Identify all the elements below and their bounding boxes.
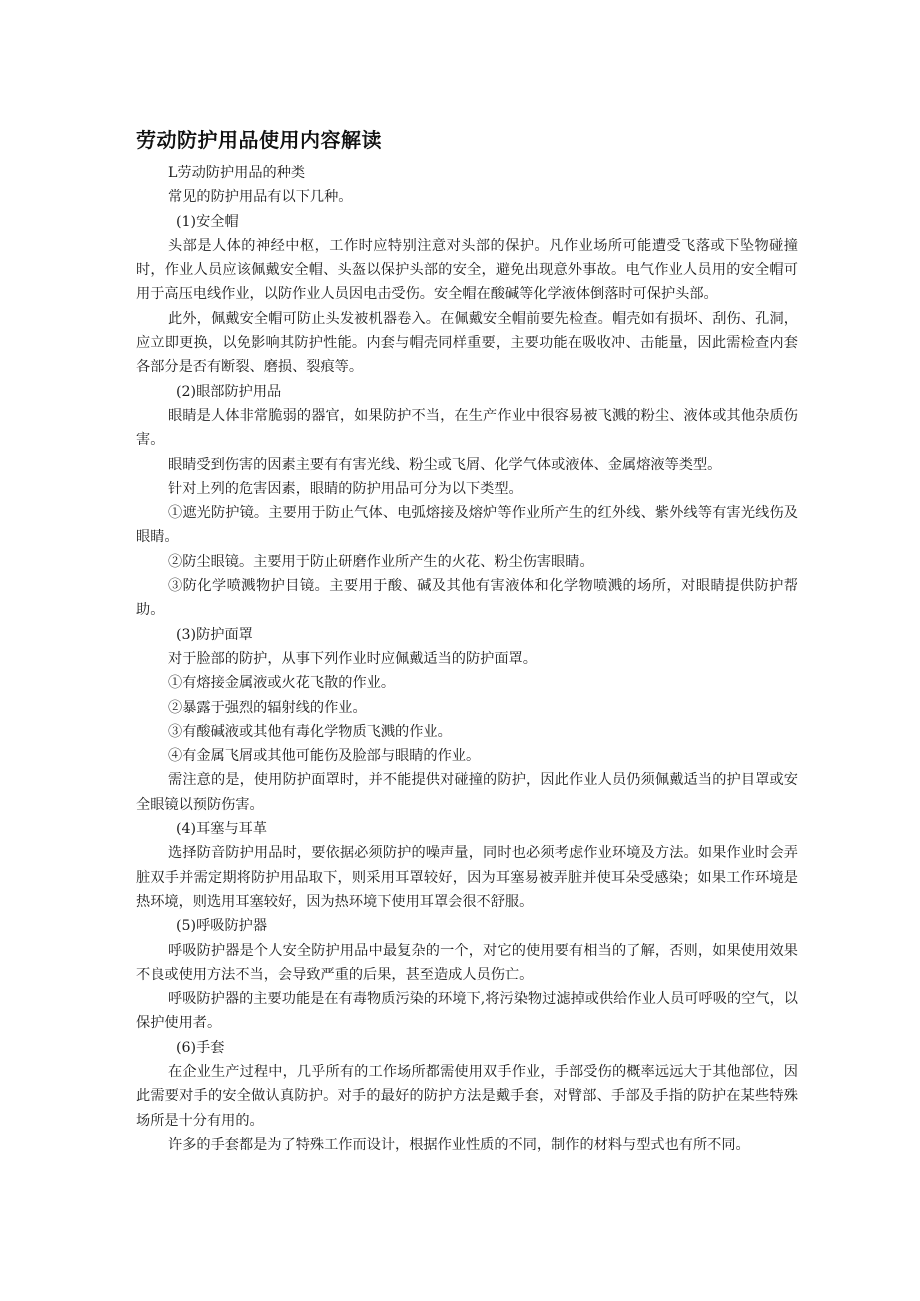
- body-paragraph: 针对上列的危害因素，眼睛的防护用品可分为以下类型。: [168, 480, 523, 497]
- body-paragraph: ②暴露于强烈的辐射线的作业。: [168, 699, 367, 716]
- body-paragraph: 眼睛受到伤害的因素主要有有害光线、粉尘或飞屑、化学气体或液体、金属熔液等类型。: [168, 456, 722, 473]
- body-paragraph: 头部是人体的神经中枢，工作时应特别注意对头部的保护。凡作业场所可能遭受飞落或下坠物碰撞时，作业人员应该佩戴安全帽、头盔以保护头部的安全，避免出现意外事故。电气作业人员用的安全帽可用于高压电线作业，以防作业人员因电击受伤。安全帽在酸碱等化学液体倒落时可保护头部。: [136, 237, 798, 303]
- body-paragraph: ②防尘眼镜。主要用于防止研磨作业所产生的火花、粉尘伤害眼睛。: [168, 553, 594, 570]
- subsection-heading: (1)安全帽: [176, 213, 239, 230]
- body-paragraph: 此外，佩戴安全帽可防止头发被机器卷入。在佩戴安全帽前要先检查。帽壳如有损坏、刮伤、孔洞，应立即更换，以免影响其防护性能。内套与帽壳同样重要，主要功能在吸收冲、击能量，因此需检查内套各部分是否有断裂、磨损、裂痕等。: [136, 310, 798, 376]
- body-paragraph: 在企业生产过程中，几乎所有的工作场所都需使用双手作业，手部受伤的概率远远大于其他部位，因此需要对手的安全做认真防护。对手的最好的防护方法是戴手套，对臂部、手部及手指的防护在某些特殊场所是十分有用的。: [136, 1063, 798, 1129]
- subsection-heading: (5)呼吸防护器: [176, 918, 268, 935]
- body-paragraph: 对于脸部的防护，从事下列作业时应佩戴适当的防护面罩。: [168, 650, 537, 667]
- body-paragraph: ①遮光防护镜。主要用于防止气体、电弧熔接及熔炉等作业所产生的红外线、紫外线等有害光线伤及眼睛。: [136, 505, 798, 546]
- body-paragraph: 呼吸防护器是个人安全防护用品中最复杂的一个，对它的使用要有相当的了解，否则，如果使用效果不良或使用方法不当，会导致严重的后果，甚至造成人员伤亡。: [136, 942, 798, 983]
- section-heading: L劳动防护用品的种类: [168, 165, 306, 181]
- body-paragraph: 呼吸防护器的主要功能是在有毒物质污染的环境下,将污染物过滤掉或供给作业人员可呼吸的空气，以保护使用者。: [136, 991, 798, 1032]
- subsection-heading: (3)防护面罩: [176, 626, 253, 643]
- subsection-heading: (4)耳塞与耳革: [176, 821, 268, 838]
- subsection-heading: (6)手套: [176, 1039, 225, 1056]
- body-paragraph: ③防化学喷溅物护目镜。主要用于酸、碱及其他有害液体和化学物喷溅的场所，对眼睛提供防护帮助。: [136, 578, 798, 619]
- document-title: 劳动防护用品使用内容解读: [136, 128, 382, 152]
- body-paragraph: ③有酸碱液或其他有毒化学物质飞溅的作业。: [168, 723, 452, 740]
- subsection-heading: (2)眼部防护用品: [176, 383, 282, 400]
- body-paragraph: ④有金属飞屑或其他可能伤及脸部与眼睛的作业。: [168, 748, 481, 765]
- body-paragraph: 选择防音防护用品时，要依据必须防护的噪声量，同时也必须考虑作业环境及方法。如果作业时会弄脏双手并需定期将防护用品取下，则采用耳罩较好，因为耳塞易被弄脏并使耳朵受感染；如果工作环境是热环境，则选用耳塞较好，因为热环境下使用耳罩会很不舒服。: [136, 845, 798, 910]
- document-body: [136, 161, 798, 1157]
- body-paragraph: 眼睛是人体非常脆弱的器官，如果防护不当，在生产作业中很容易被飞溅的粉尘、液体或其他杂质伤害。: [136, 407, 798, 449]
- body-paragraph: ①有熔接金属液或火花飞散的作业。: [168, 675, 396, 692]
- body-paragraph: 许多的手套都是为了特殊工作而设计，根据作业性质的不同，制作的材料与型式也有所不同。: [168, 1136, 750, 1153]
- body-paragraph: 需注意的是，使用防护面罩时，并不能提供对碰撞的防护，因此作业人员仍须佩戴适当的护目罩或安全眼镜以预防伤害。: [136, 772, 798, 813]
- body-paragraph: 常见的防护用品有以下几种。: [168, 189, 353, 206]
